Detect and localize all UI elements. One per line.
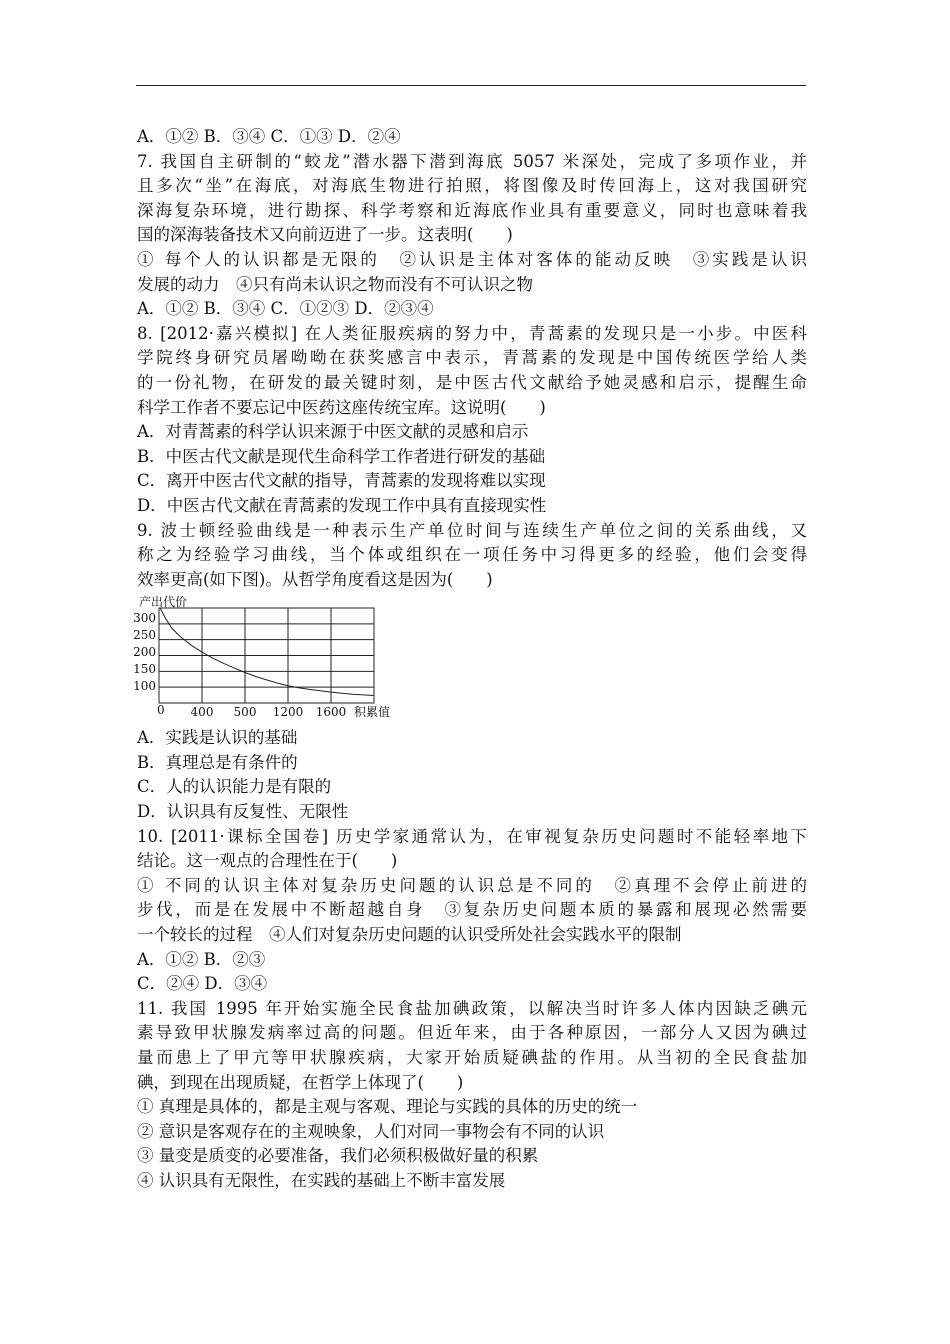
question-9-option-d: D．认识具有反复性、无限性 bbox=[137, 802, 349, 822]
question-11-stem-line: 11. 我国 1995 年开始实施全民食盐加碘政策，以解决当时许多人体内因缺乏碘元 bbox=[137, 998, 807, 1018]
question-7-options: A．①② B．③④ C．①②③ D．②③④ bbox=[137, 299, 434, 319]
question-10-statement-line: ① 不同的认识主体对复杂历史问题的认识总是不同的 ②真理不会停止前进的 bbox=[137, 875, 807, 895]
question-11-item-2: ② 意识是客观存在的主观映象，人们对同一事物会有不同的认识 bbox=[137, 1121, 605, 1141]
q6-options: A．①② B．③④ C．①③ D．②④ bbox=[137, 127, 401, 146]
question-7-stem-line: 且多次“坐”在海底，对海底生物进行拍照，将图像及时传回海上，这对我国研究 bbox=[137, 176, 807, 196]
x-tick-label: 1600 bbox=[315, 705, 347, 720]
y-tick-label: 100 bbox=[133, 679, 156, 694]
chart-grid bbox=[159, 608, 374, 703]
question-9 bbox=[133, 519, 807, 825]
question-9-stem-line: 效率更高(如下图)。从哲学角度看这是因为( ) bbox=[137, 569, 493, 589]
question-10-statement-line: 步伐，而是在发展中不断超越自身 ③复杂历史问题本质的暴露和展现必然需要 bbox=[137, 900, 807, 920]
question-11-item-1: ① 真理是具体的，都是主观与客观、理论与实践的具体的历史的统一 bbox=[137, 1097, 638, 1117]
question-7 bbox=[137, 150, 807, 322]
y-tick-label: 250 bbox=[133, 628, 156, 643]
question-9-option-b: B．真理总是有条件的 bbox=[137, 752, 298, 772]
question-11-stem-line: 碘，到现在出现质疑，在哲学上体现了( ) bbox=[137, 1072, 464, 1092]
question-9-option-a: A．实践是认识的基础 bbox=[137, 728, 298, 748]
experience-curve-line bbox=[160, 608, 374, 696]
header-rule bbox=[136, 85, 806, 86]
experience-curve-chart bbox=[133, 592, 807, 726]
question-8-stem-line: 的一份礼物，在研发的最关键时刻，是中医古代文献给予她灵感和启示，提醒生命 bbox=[137, 372, 807, 392]
question-9-stem-line: 9. 波士顿经验曲线是一种表示生产单位时间与连续生产单位之间的关系曲线，又 bbox=[137, 520, 807, 540]
y-tick-label: 200 bbox=[133, 645, 156, 660]
question-8-option-c: C．离开中医古代文献的指导，青蒿素的发现将难以实现 bbox=[137, 471, 546, 491]
question-11-stem-line: 量而患上了甲亢等甲状腺疾病，大家开始质疑碘盐的作用。从当初的全民食盐加 bbox=[137, 1048, 807, 1067]
question-7-stem-line: 7. 我国自主研制的“蛟龙”潜水器下潜到海底 5057 米深处，完成了多项作业，并 bbox=[137, 151, 807, 171]
y-tick-label: 150 bbox=[133, 662, 156, 677]
question-8-option-d: D．中医古代文献在青蒿素的发现工作中具有直接现实性 bbox=[137, 495, 547, 515]
experience-curve-svg bbox=[131, 596, 411, 726]
y-tick-label: 300 bbox=[133, 611, 156, 626]
x-tick-label: 500 bbox=[233, 705, 257, 720]
question-8-stem-line: 8. [2012·嘉兴模拟] 在人类征服疾病的努力中，青蒿素的发现只是一小步。中医科 bbox=[137, 323, 807, 343]
question-10-stem-line: 结论。这一观点的合理性在于( ) bbox=[137, 851, 398, 871]
question-8-stem-line: 科学工作者不要忘记中医药这座传统宝库。这说明( ) bbox=[137, 397, 546, 417]
question-10-stem-line: 10. [2011·课标全国卷] 历史学家通常认为，在审视复杂历史问题时不能轻率地下 bbox=[137, 826, 807, 846]
question-7-stem-line: 国的深海装备技术又向前迈进了一步。这表明( ) bbox=[137, 225, 513, 245]
x-axis-label: 积累值 bbox=[354, 705, 391, 720]
question-10-options-row: C．②④ D．③④ bbox=[137, 974, 268, 994]
question-10-options-row: A．①② B．②③ bbox=[137, 949, 266, 969]
y-tick-labels bbox=[133, 611, 156, 693]
question-8-option-b: B．中医古代文献是现代生命科学工作者进行研发的基础 bbox=[137, 446, 546, 466]
question-11-stem-line: 素导致甲状腺发病率过高的问题。但近年来，由于各种原因，一部分人又因为碘过 bbox=[137, 1023, 807, 1043]
origin-label: 0 bbox=[157, 703, 165, 718]
question-11 bbox=[137, 997, 807, 1194]
question-8-stem-line: 学院终身研究员屠呦呦在获奖感言中表示，青蒿素的发现是中国传统医学给人类 bbox=[137, 348, 807, 368]
document-body bbox=[133, 125, 807, 1194]
question-7-statement-line: ① 每个人的认识都是无限的 ②认识是主体对客体的能动反映 ③实践是认识 bbox=[137, 249, 807, 269]
question-10 bbox=[137, 825, 807, 997]
question-9-stem-line: 称之为经验学习曲线，当个体或组织在一项任务中习得更多的经验，他们会变得 bbox=[137, 545, 807, 565]
question-8-option-a: A．对青蒿素的科学认识来源于中医文献的灵感和启示 bbox=[137, 422, 529, 442]
question-7-stem-line: 深海复杂环境，进行勘探、科学考察和近海底作业具有重要意义，同时也意味着我 bbox=[137, 200, 807, 220]
y-axis-label: 产出代价 bbox=[139, 595, 188, 610]
question-9-option-c: C．人的认识能力是有限的 bbox=[137, 777, 332, 797]
question-7-statement-line: 发展的动力 ④只有尚未认识之物而没有不可认识之物 bbox=[137, 274, 533, 294]
question-11-item-4: ④ 认识具有无限性，在实践的基础上不断丰富发展 bbox=[137, 1170, 506, 1190]
question-8 bbox=[137, 322, 807, 519]
question-10-statement-line: 一个较长的过程 ④人们对复杂历史问题的认识受所处社会实践水平的限制 bbox=[137, 925, 682, 945]
x-tick-label: 1200 bbox=[272, 705, 304, 720]
x-tick-label: 400 bbox=[190, 705, 214, 720]
question-11-item-3: ③ 量变是质变的必要准备，我们必须积极做好量的积累 bbox=[137, 1146, 539, 1166]
x-tick-labels bbox=[191, 705, 347, 719]
